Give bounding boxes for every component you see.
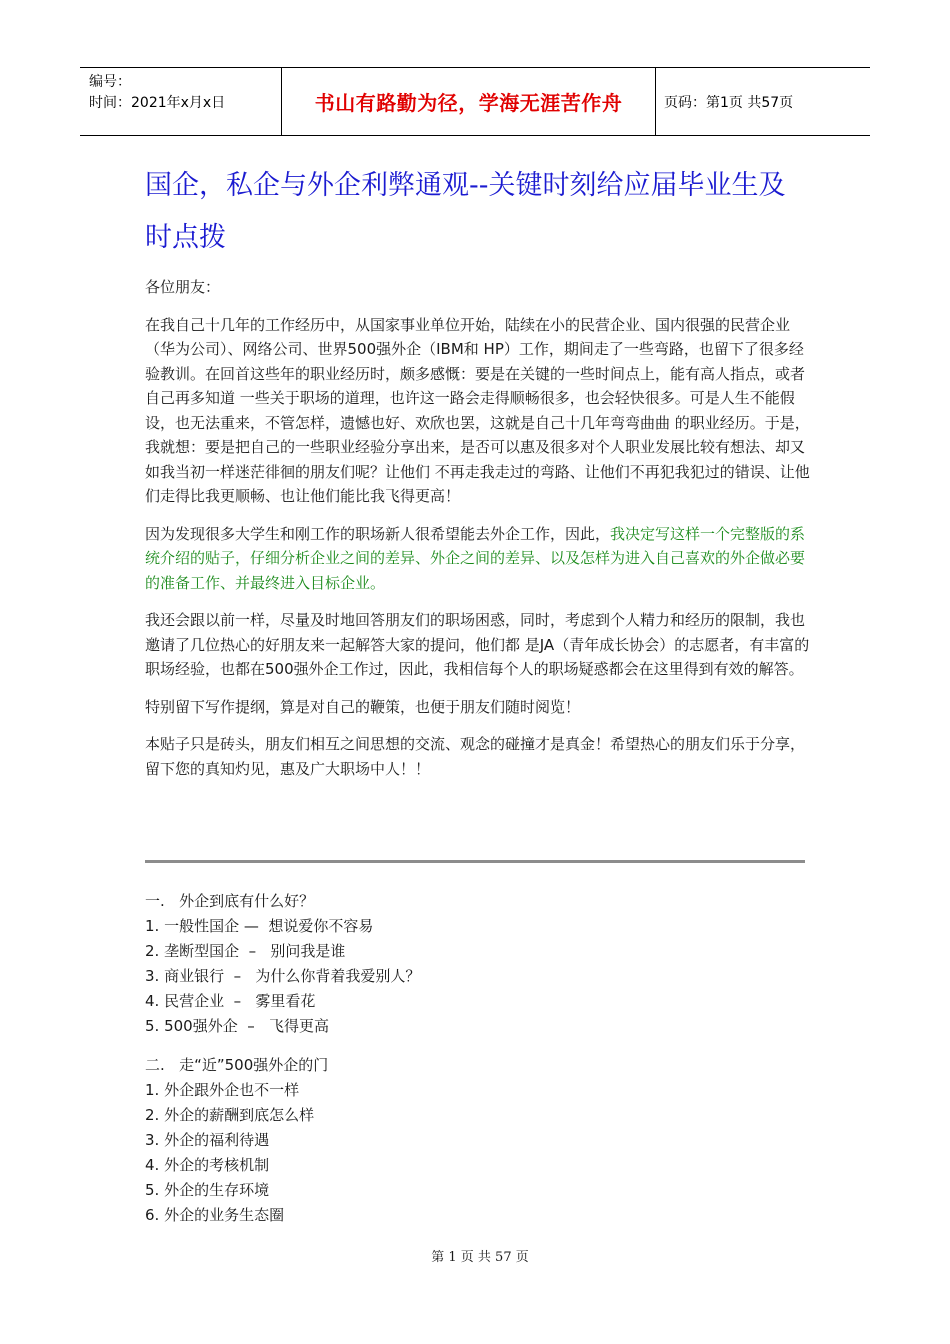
paragraph-purpose-plain: 因为发现很多大学生和刚工作的职场新人很希望能去外企工作，因此， [145,524,611,543]
page-header [80,67,870,136]
header-page-info: 页码：第1页 共57页 [664,94,794,111]
header-motto: 书山有路勤为径，学海无涯苦作舟 [282,68,656,135]
paragraph-intro: 在我自己十几年的工作经历中，从国家事业单位开始，陆续在小的民营企业、国内很强的民营企业（华为公司）、网络公司、世界500强外企（IBM和 HP）工作，期间走了一些弯路，也留下了很多经验教训。在回首这些年的职业经历时，颇多感慨：要是在关键的一些时间点上，能有高人指点，或者自己再多知道 一些关于职场的道理，也许这一路会走得顺畅很多，也会轻快很多。可是人生不能假设，也无法重来，不管怎样，遗憾也好、欢欣也罢，这就是自己十几年弯弯曲曲 的职业经历。于是，我就想：要是把自己的一些职业经验分享出来，是否可以惠及很多对个人职业发展比较有想法、却又如我当初一样迷茫徘徊的朋友们呢？让他们 不再走我走过的弯路、让他们不再犯我犯过的错误、让他们走得比我更顺畅、也让他们能比我飞得更高！ [145,315,810,505]
outline-item: 2. 垄断型国企 – 别问我是谁 [145,942,346,960]
paragraph-purpose-highlight: 我决定写这样一个完整版的系统介绍的贴子，仔细分析企业之间的差异、外企之间的差异、以及怎样为进入自己喜欢的外企做必要的准备工作、并最终进入目标企业。 [145,524,806,592]
greeting: 各位朋友： [145,278,221,296]
outline-item: 2. 外企的薪酬到底怎么样 [145,1106,315,1124]
paragraph-purpose [145,522,810,596]
outline-item: 3. 外企的福利待遇 [145,1131,270,1149]
outline-item: 1. 外企跟外企也不一样 [145,1081,300,1099]
outline [145,889,810,1242]
date-label: 时间：2021年x月x日 [89,95,226,111]
outline-item: 5. 500强外企 – 飞得更高 [145,1017,330,1035]
header-meta [80,68,282,135]
document-body [145,275,810,794]
outline-section-2 [145,1053,810,1228]
outline-item: 3. 商业银行 – 为什么你背着我爱别人？ [145,967,421,985]
outline-heading-1: 一. 外企到底有什么好？ [145,892,315,910]
outline-heading-2: 二. 走“近”500强外企的门 [145,1056,329,1074]
outline-item: 6. 外企的业务生态圈 [145,1206,285,1224]
outline-item: 5. 外企的生存环境 [145,1181,270,1199]
outline-item: 4. 民营企业 – 雾里看花 [145,992,316,1010]
outline-item: 1. 一般性国企 — 想说爱你不容易 [145,917,374,935]
page-footer: 第 1 页 共 57 页 [431,1250,529,1265]
number-label: 编号： [89,74,131,90]
document-title: 国企，私企与外企利弊通观--关键时刻给应届毕业生及时点拨 [145,170,786,253]
paragraph-closing: 本贴子只是砖头，朋友们相互之间思想的交流、观念的碰撞才是真金！希望热心的朋友们乐于分享，留下您的真知灼见，惠及广大职场中人！！ [145,735,806,778]
outline-section-1 [145,889,810,1039]
outline-item: 4. 外企的考核机制 [145,1156,270,1174]
paragraph-volunteers: 我还会跟以前一样，尽量及时地回答朋友们的职场困惑，同时，考虑到个人精力和经历的限制，我也邀请了几位热心的好朋友来一起解答大家的提问，他们都 是JA（青年成长协会）的志愿者，有丰富的职场经验，也都在500强外企工作过，因此，我相信每个人的职场疑惑都会在这里得到有效的解答。 [145,611,810,678]
paragraph-outline-note: 特别留下写作提纲，算是对自己的鞭策，也便于朋友们随时阅览！ [145,697,581,716]
divider-line [145,860,805,863]
